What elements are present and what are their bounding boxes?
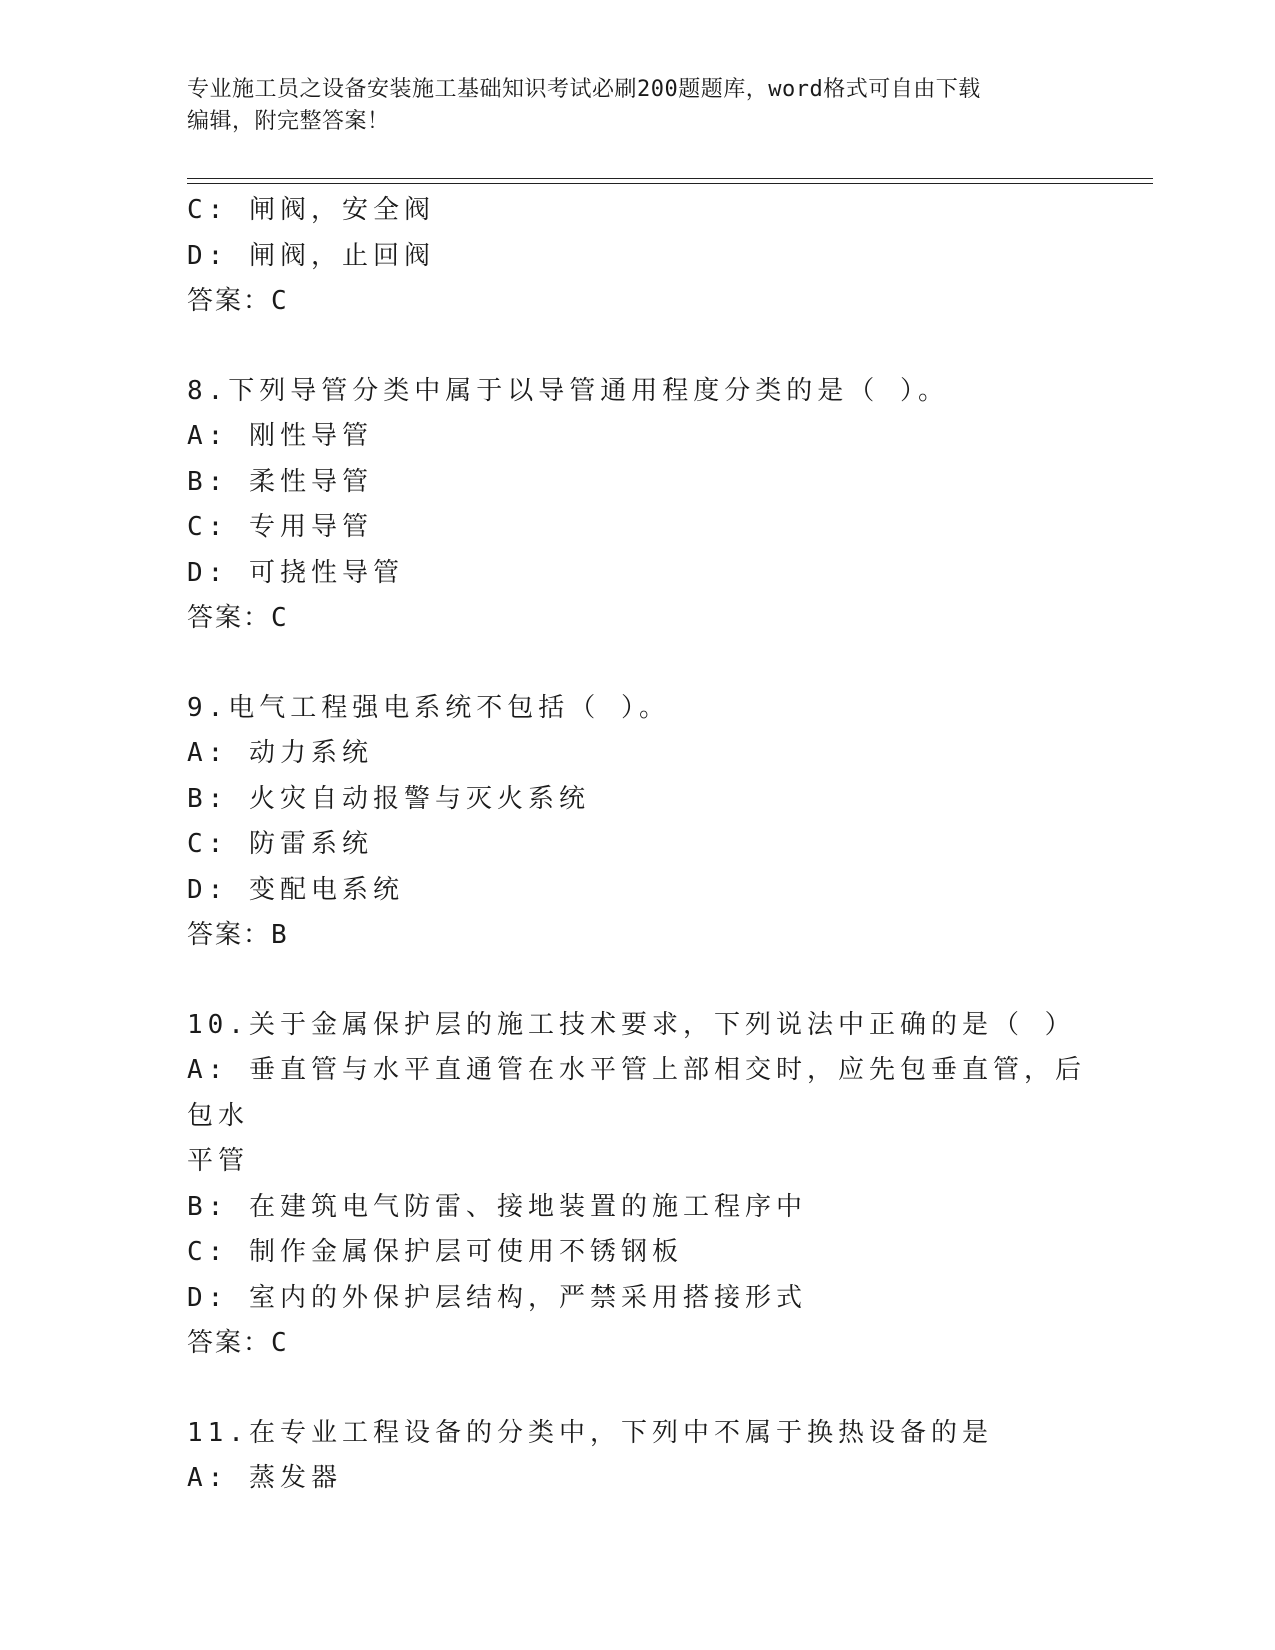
option-d: D: 闸阀，止回阀 <box>187 240 435 271</box>
question-block-11 <box>187 1411 1087 1502</box>
option-a-line-1: A: 垂直管与水平直通管在水平管上部相交时，应先包垂直管，后包水 <box>187 1055 1086 1131</box>
question-text: 9.电气工程强电系统不包括（ ）。 <box>187 692 670 723</box>
question-text: 8.下列导管分类中属于以导管通用程度分类的是（ ）。 <box>187 375 949 406</box>
option-c: C: 专用导管 <box>187 512 373 542</box>
option-a: A: 蒸发器 <box>187 1463 342 1493</box>
option-c: C: 制作金属保护层可使用不锈钢板 <box>187 1237 683 1267</box>
option-b: B: 火灾自动报警与灭火系统 <box>187 783 590 814</box>
answer-line: 答案：C <box>187 1328 289 1358</box>
option-a-line-2: 平管 <box>187 1146 250 1176</box>
option-b: B: 在建筑电气防雷、接地装置的施工程序中 <box>187 1191 807 1222</box>
question-block-10 <box>187 1003 1087 1367</box>
question-block-8 <box>187 369 1087 642</box>
header-line-2: 编辑，附完整答案！ <box>187 109 390 134</box>
option-c: C: 防雷系统 <box>187 829 373 859</box>
option-a: A: 动力系统 <box>187 738 373 768</box>
option-d: D: 可挠性导管 <box>187 557 404 588</box>
option-b: B: 柔性导管 <box>187 466 373 497</box>
document-body <box>187 188 1087 1502</box>
question-text: 10.关于金属保护层的施工技术要求，下列说法中正确的是（ ） <box>187 1009 1076 1040</box>
header-line-1: 专业施工员之设备安装施工基础知识考试必刷200题题库，word格式可自由下载 <box>187 77 981 102</box>
answer-line: 答案：B <box>187 920 289 950</box>
header-rule-top <box>187 178 1153 179</box>
question-text: 11.在专业工程设备的分类中，下列中不属于换热设备的是 <box>187 1417 993 1448</box>
option-c: C: 闸阀，安全阀 <box>187 195 435 225</box>
option-d: D: 变配电系统 <box>187 874 404 905</box>
option-d: D: 室内的外保护层结构，严禁采用搭接形式 <box>187 1282 807 1313</box>
question-block-7 <box>187 188 1087 325</box>
header-rule-bottom <box>187 183 1153 184</box>
answer-line: 答案：C <box>187 603 289 633</box>
document-header <box>187 74 1067 138</box>
question-block-9 <box>187 686 1087 959</box>
option-a: A: 刚性导管 <box>187 421 373 451</box>
answer-line: 答案：C <box>187 286 289 316</box>
